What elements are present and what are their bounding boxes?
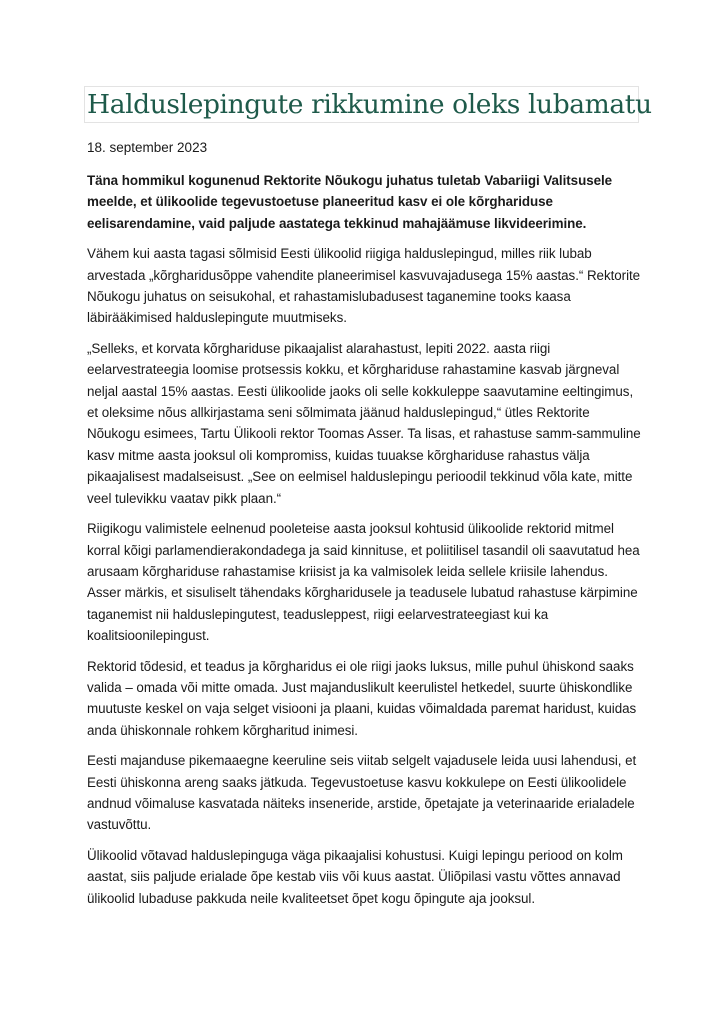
body-paragraph: Eesti majanduse pikemaaegne keeruline seis viitab selgelt vajadusele leida uusi lahendusi, et Eesti ühiskonna areng saaks jätkuda. Tegevustoetuse kasvu kokkulepe on Eesti ülikoolidele andnud võimaluse kasvatada näiteks inseneride, arstide, õpetajate ja veterinaaride erialadele vastuvõttu.: [87, 753, 637, 833]
body-paragraph: Riigikogu valimistele eelnenud pooleteise aasta jooksul kohtusid ülikoolide rektorid mitmel korral kõigi parlamendierakondadega ja said kinnituse, et poliitilisel tasandil oli saavutatud hea arusaam kõrghariduse rahastamise kriisist ja ka valmisolek leida sellele kriisile lahendus. Asser märkis, et sisuliselt tähendaks kõrgharidusele ja teadusele lubatud rahastuse kärpimine taganemist nii halduslepingutest, teadusleppest, riigi eelarvestrateegiast kui ka koalitsioonilepingust.: [87, 521, 640, 644]
body-paragraph: Rektorid tõdesid, et teadus ja kõrgharidus ei ole riigi jaoks luksus, mille puhul ühiskond saaks valida – omada või mitte omada. Just majanduslikult keerulistel hetkedel, suurte ühiskondlike muutuste keskel on vaja selget visiooni ja plaani, kuidas võimaldada paremat haridust, kuidas anda ühiskonnale rohkem kõrgharitud inimesi.: [87, 658, 637, 738]
lead-paragraph: Täna hommikul kogunenud Rektorite Nõukogu juhatus tuletab Vabariigi Valitsusele meelde, et ülikoolide tegevustoetuse planeeritud kasv ei ole kõrghariduse eelisarendamine, vaid paljude aastatega tekkinud mahajäämuse likvideerimine.: [87, 173, 613, 231]
body-paragraph: Vähem kui aasta tagasi sõlmisid Eesti ülikoolid riigiga halduslepingud, milles riik lubab arvestada „kõrgharidusõppe vahendite planeerimisel kasvuvajadusega 15% aastas.“ Rektorite Nõukogu juhatus on seisukohal, et rahastamislubadusest taganemine tooks kaasa läbirääkimised halduslepingute muutmiseks.: [87, 246, 641, 326]
article-title: Halduslepingute rikkumine oleks lubamatu: [87, 89, 652, 120]
body-paragraph: Ülikoolid võtavad halduslepinguga väga pikaajalisi kohustusi. Kuigi lepingu periood on kolm aastat, siis paljude erialade õpe kestab viis või kuus aastat. Üliõpilasi vastu võttes annavad ülikoolid lubaduse pakkuda neile kvaliteetset õpet kogu õpingute aja jooksul.: [87, 847, 623, 906]
body-paragraph: „Selleks, et korvata kõrghariduse pikaajalist alarahastust, lepiti 2022. aasta riigi eelarvestrateegia loomise protsessis kokku, et kõrghariduse rahastamine kasvab järgneval neljal aastal 15% aastas. Eesti ülikoolide jaoks oli selle kokkuleppe saavutamine eeltingimus, et oleksime nõus allkirjastama seni sõlmimata jäänud halduslepingud,“ ütles Rektorite Nõukogu esimees, Tartu Ülikooli rektor Toomas Asser. Ta lisas, et rahastuse samm-sammuline kasv mitme aasta jooksul oli kompromiss, kuidas tuuakse kõrghariduse rahastus välja pikaajalisest madalseisust. „See on eelmisel halduslepingu perioodil tekkinud võla kate, mitte veel tulevikku vaatav pikk plaan.“: [87, 340, 641, 506]
article-date: 18. september 2023: [87, 140, 208, 155]
document-page: [87, 86, 652, 909]
title-box: [84, 86, 652, 123]
